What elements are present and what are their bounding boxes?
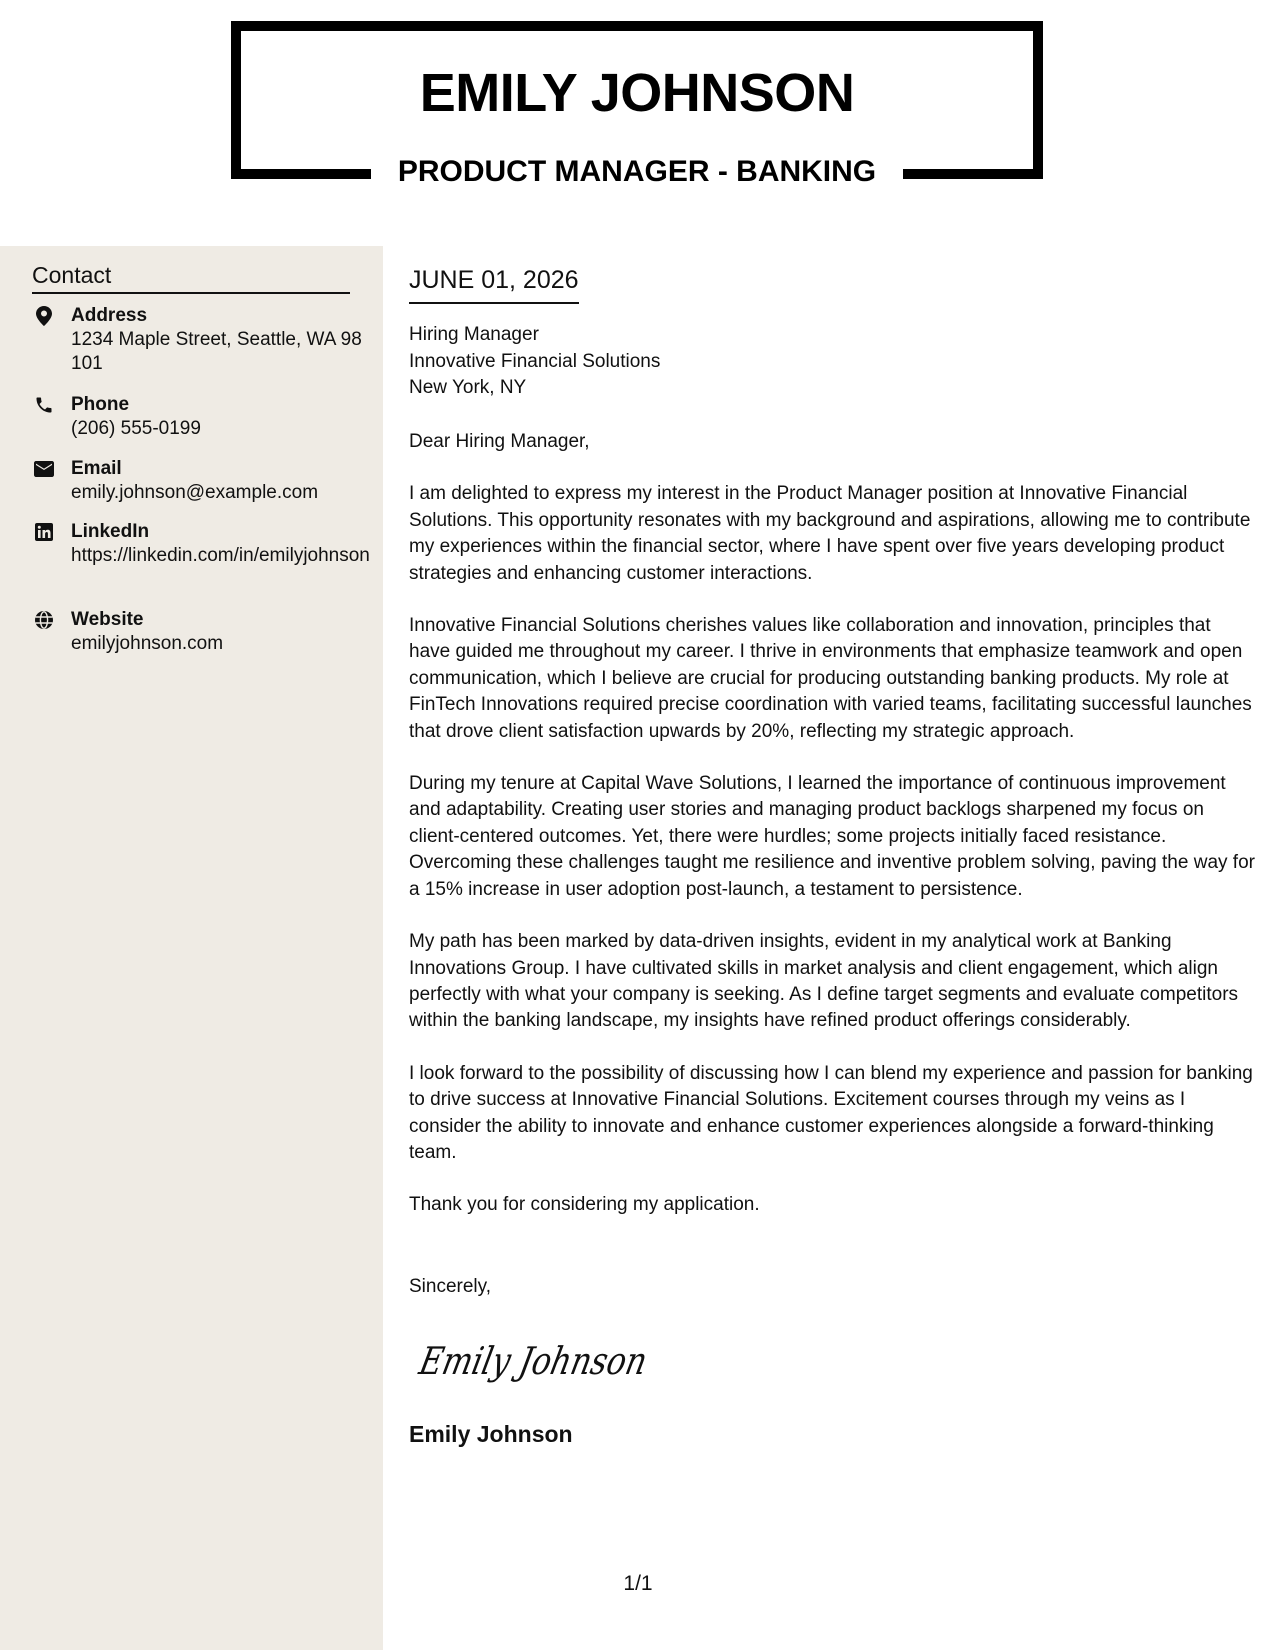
svg-text:Emily Johnson: Emily Johnson xyxy=(415,1339,701,1384)
contact-sidebar xyxy=(0,246,383,1650)
job-title: PRODUCT MANAGER - BANKING xyxy=(397,155,877,188)
contact-label: Phone xyxy=(71,394,130,415)
body-paragraph: My path has been marked by data-driven insights, evident in my analytical work at Banking Innovations Group. I have cultivated skills in market analysis and client engagement, which align perfectly with what your company is seeking. As I define target segments and evaluate competitors within the banking landscape, my insights have refined product offerings considerably. xyxy=(409,931,1239,1032)
signer-name: Emily Johnson xyxy=(409,1421,573,1447)
header-frame-right xyxy=(1033,21,1043,179)
location-pin-icon xyxy=(32,305,56,327)
contact-label: Email xyxy=(71,458,122,479)
linkedin-value[interactable]: https://linkedin.com/in/emilyjohnson xyxy=(71,545,370,566)
phone-value: (206) 555-0199 xyxy=(71,418,201,439)
body-paragraph: Thank you for considering my application. xyxy=(409,1194,760,1216)
email-value[interactable]: emily.johnson@example.com xyxy=(71,482,319,503)
letter-body xyxy=(409,429,1257,1245)
phone-icon xyxy=(32,394,56,416)
recipient-line: Hiring Manager xyxy=(409,324,539,345)
header-frame-bottom-left xyxy=(231,169,371,179)
letter-date: JUNE 01, 2026 xyxy=(409,264,579,304)
header-frame-top xyxy=(231,21,1043,31)
body-paragraph: I am delighted to express my interest in the Product Manager position at Innovative Financial Solutions. This opportunity resonates with my background and aspirations, allowing me to contribute my experiences within the financial sector, where I have spent over five years developing product strategies and enhancing customer interactions. xyxy=(409,483,1251,584)
recipient-line: Innovative Financial Solutions xyxy=(409,350,661,372)
body-paragraph: During my tenure at Capital Wave Solutions, I learned the importance of continuous improvement and adaptability. Creating user stories and managing product backlogs sharpened my focus on client-centered outcomes. Yet, there were hurdles; some projects initially faced resistance. Overcoming these challenges taught me resilience and inventive problem solving, paving the way for a 15% increase in user adoption post-launch, a testament to persistence. xyxy=(409,773,1255,900)
recipient-block xyxy=(409,322,1249,402)
applicant-name: EMILY JOHNSON xyxy=(419,63,855,123)
contact-heading: Contact xyxy=(32,260,350,294)
contact-label: Website xyxy=(71,609,144,630)
contact-label: LinkedIn xyxy=(71,521,150,542)
linkedin-icon xyxy=(32,521,56,543)
page-number: 1/1 xyxy=(623,1572,653,1595)
globe-icon xyxy=(32,609,56,631)
address-value: 1234 Maple Street, Seattle, WA 98101 xyxy=(71,329,362,374)
handwritten-signature xyxy=(415,1330,701,1395)
salutation: Dear Hiring Manager, xyxy=(409,431,590,452)
header-frame-bottom-right xyxy=(903,169,1043,179)
closing: Sincerely, xyxy=(409,1276,492,1297)
header-frame-left xyxy=(231,21,241,179)
body-paragraph: Innovative Financial Solutions cherishes values like collaboration and innovation, principles that have guided me throughout my career. I thrive in environments that emphasize teamwork and open communication, which I believe are crucial for producing outstanding banking products. My role at FinTech Innovations required precise coordination with varied teams, facilitating successful launches that drove client satisfaction upwards by 20%, reflecting my strategic approach. xyxy=(409,615,1252,742)
website-value[interactable]: emilyjohnson.com xyxy=(71,633,224,654)
email-icon xyxy=(32,458,56,480)
recipient-line: New York, NY xyxy=(409,377,527,398)
contact-label: Address xyxy=(71,305,148,326)
body-paragraph: I look forward to the possibility of discussing how I can blend my experience and passion for banking to drive success at Innovative Financial Solutions. Excitement courses through my veins as I consider the ability to innovate and enhance customer experiences alongside a forward-thinking team. xyxy=(409,1062,1253,1163)
